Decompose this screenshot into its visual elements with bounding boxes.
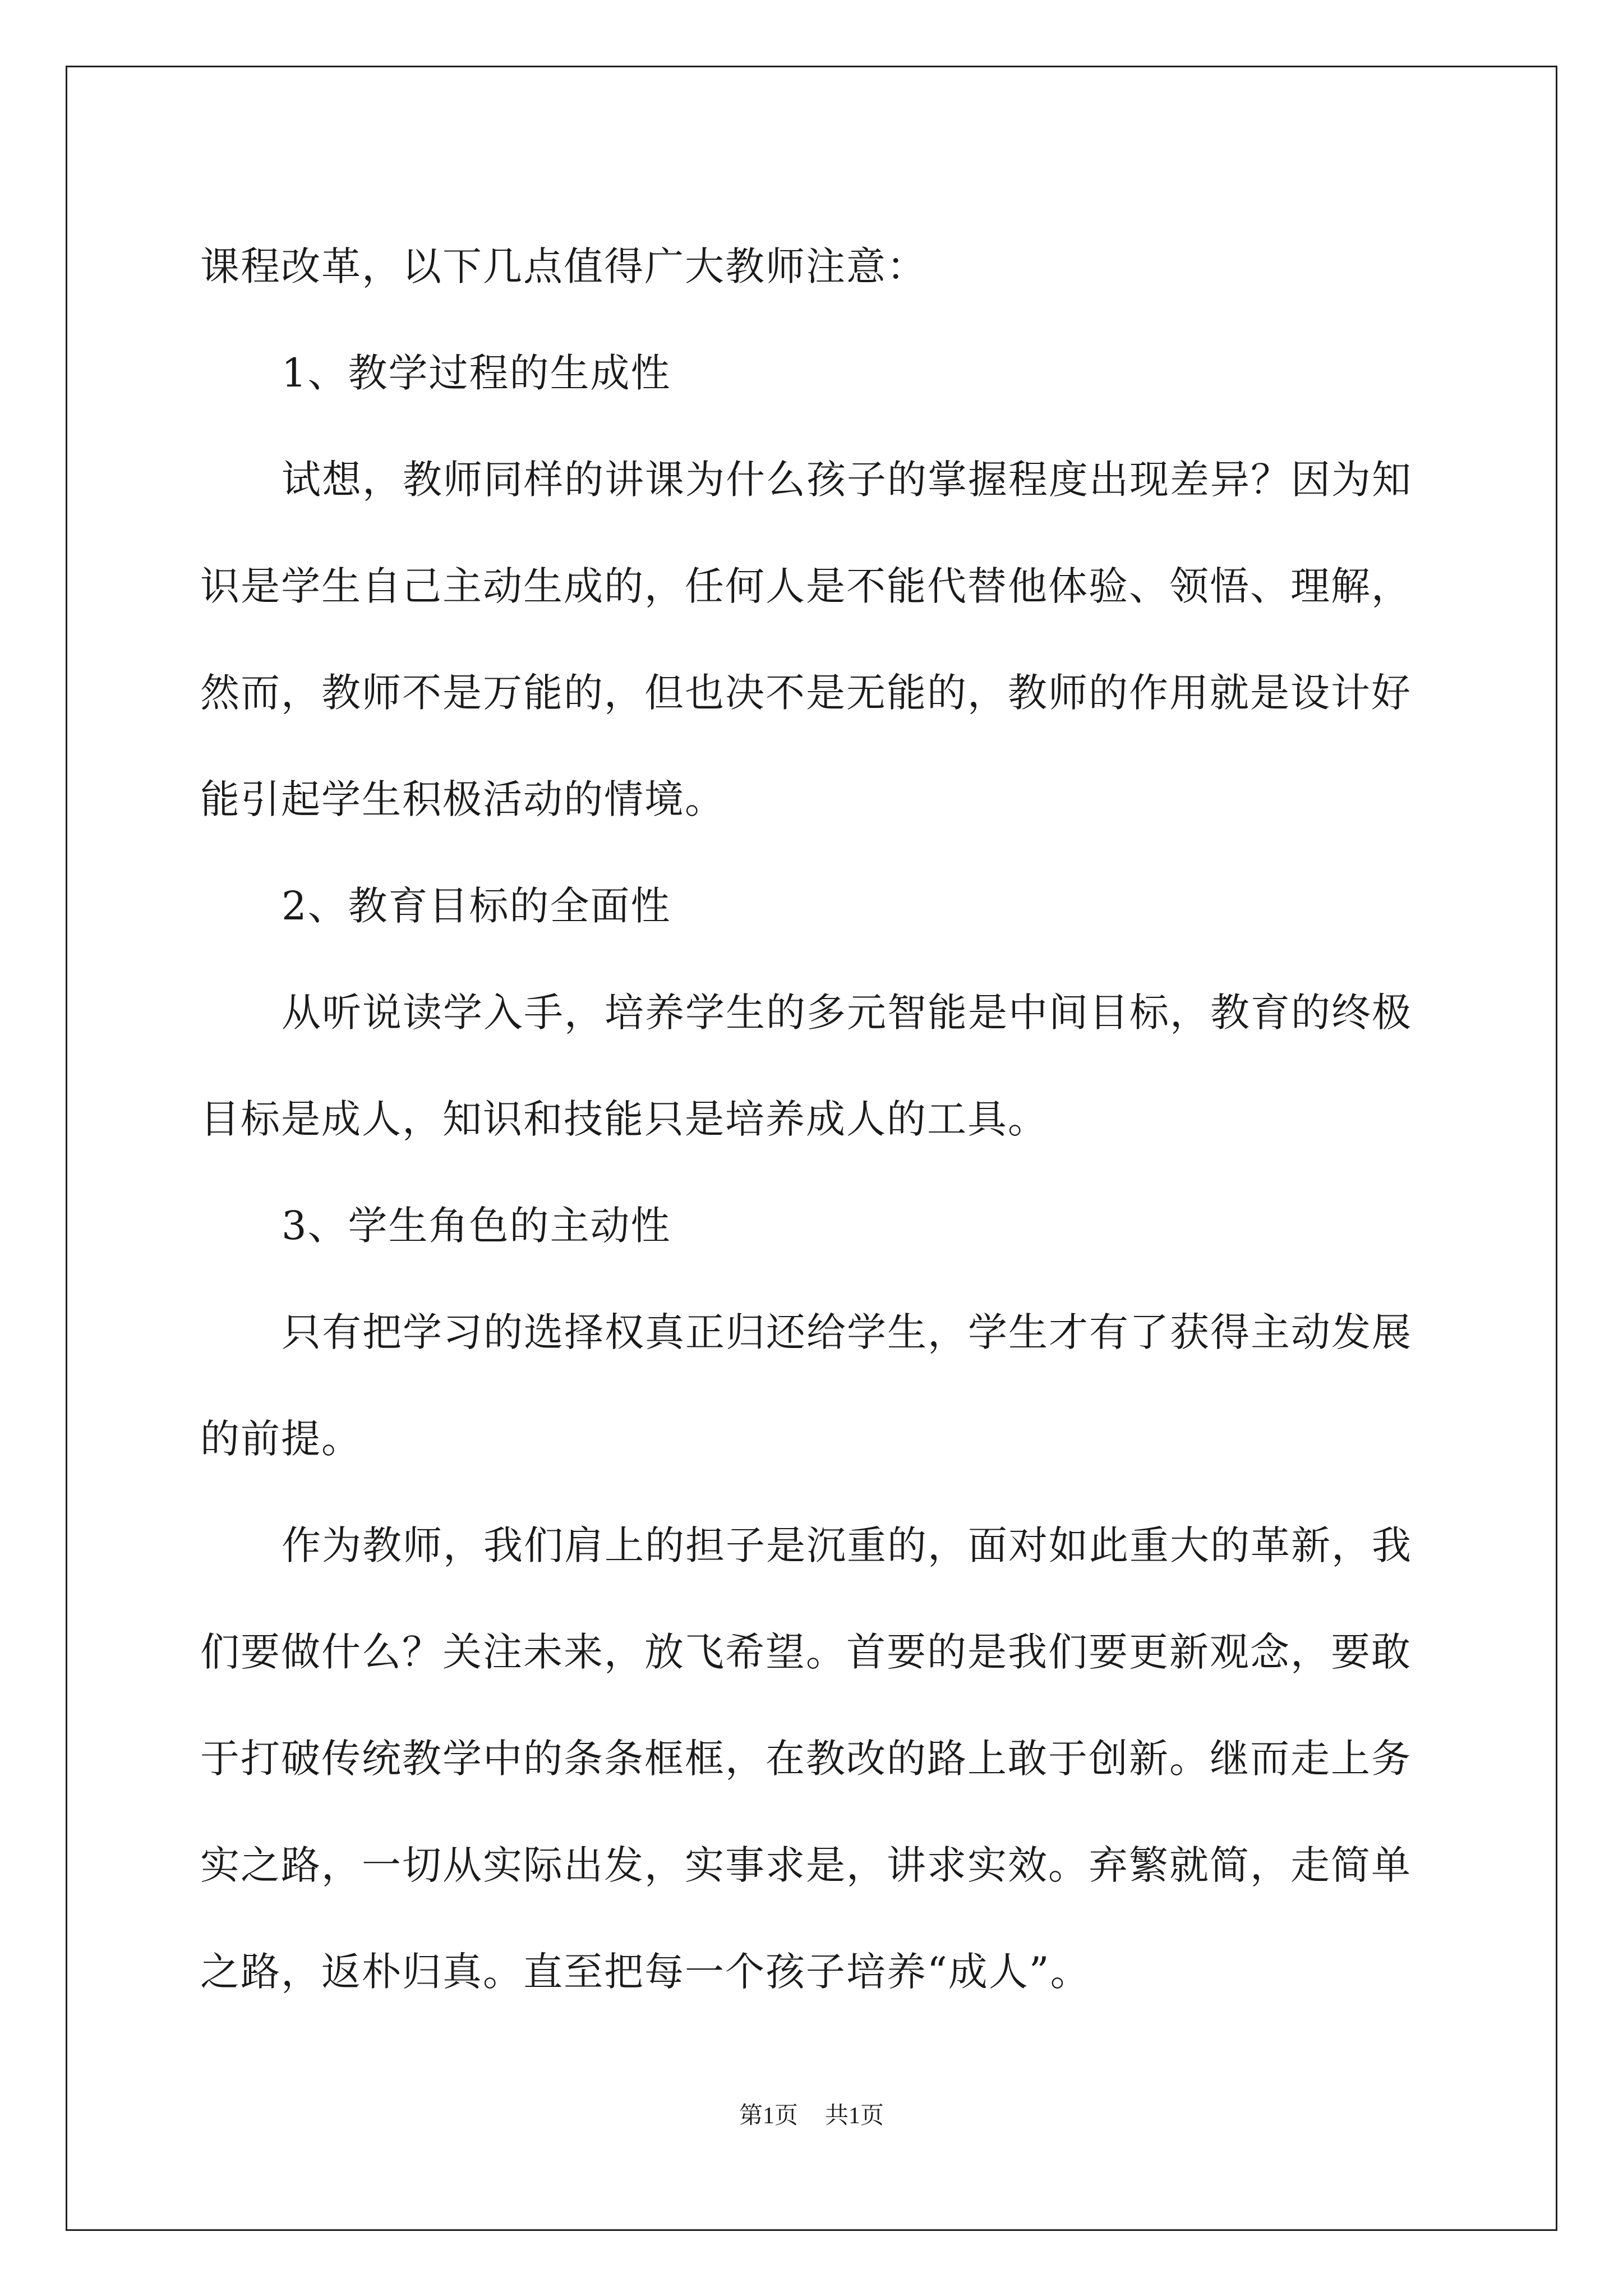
- text-line: 能引起学生积极活动的情境。: [200, 776, 725, 822]
- page-total: 共1页: [825, 2103, 884, 2129]
- section-heading: 2、教育目标的全面性: [282, 883, 671, 929]
- text-line: 课程改革，以下几点值得广大教师注意：: [200, 243, 927, 289]
- section-heading: 3、学生角色的主动性: [282, 1203, 671, 1249]
- text-line: 试想，教师同样的讲课为什么孩子的掌握程度出现差异？因为知: [282, 457, 1412, 503]
- text-line: 于打破传统教学中的条条框框，在教改的路上敢于创新。继而走上务: [200, 1736, 1412, 1782]
- text-line: 然而，教师不是万能的，但也决不是无能的，教师的作用就是设计好: [200, 670, 1412, 716]
- section-heading: 1、教学过程的生成性: [282, 350, 671, 396]
- text-line: 们要做什么？关注未来，放飞希望。首要的是我们要更新观念，要敢: [200, 1629, 1412, 1675]
- text-line: 只有把学习的选择权真正归还给学生，学生才有了获得主动发展: [282, 1309, 1412, 1355]
- page-footer: [0, 2097, 1623, 2131]
- document-body: [200, 213, 1423, 2025]
- text-line: 从听说读学入手，培养学生的多元智能是中间目标，教育的终极: [282, 990, 1412, 1036]
- text-line: 识是学生自己主动生成的，任何人是不能代替他体验、领悟、理解，: [200, 563, 1412, 609]
- text-line: 之路，返朴归真。直至把每一个孩子培养“成人”。: [200, 1949, 1091, 1995]
- text-line: 目标是成人，知识和技能只是培养成人的工具。: [200, 1096, 1048, 1142]
- text-line: 的前提。: [200, 1416, 362, 1462]
- page-number: 第1页: [739, 2103, 798, 2129]
- text-line: 作为教师，我们肩上的担子是沉重的，面对如此重大的革新，我: [282, 1522, 1412, 1568]
- text-line: 实之路，一切从实际出发，实事求是，讲求实效。弃繁就简，走简单: [200, 1842, 1412, 1888]
